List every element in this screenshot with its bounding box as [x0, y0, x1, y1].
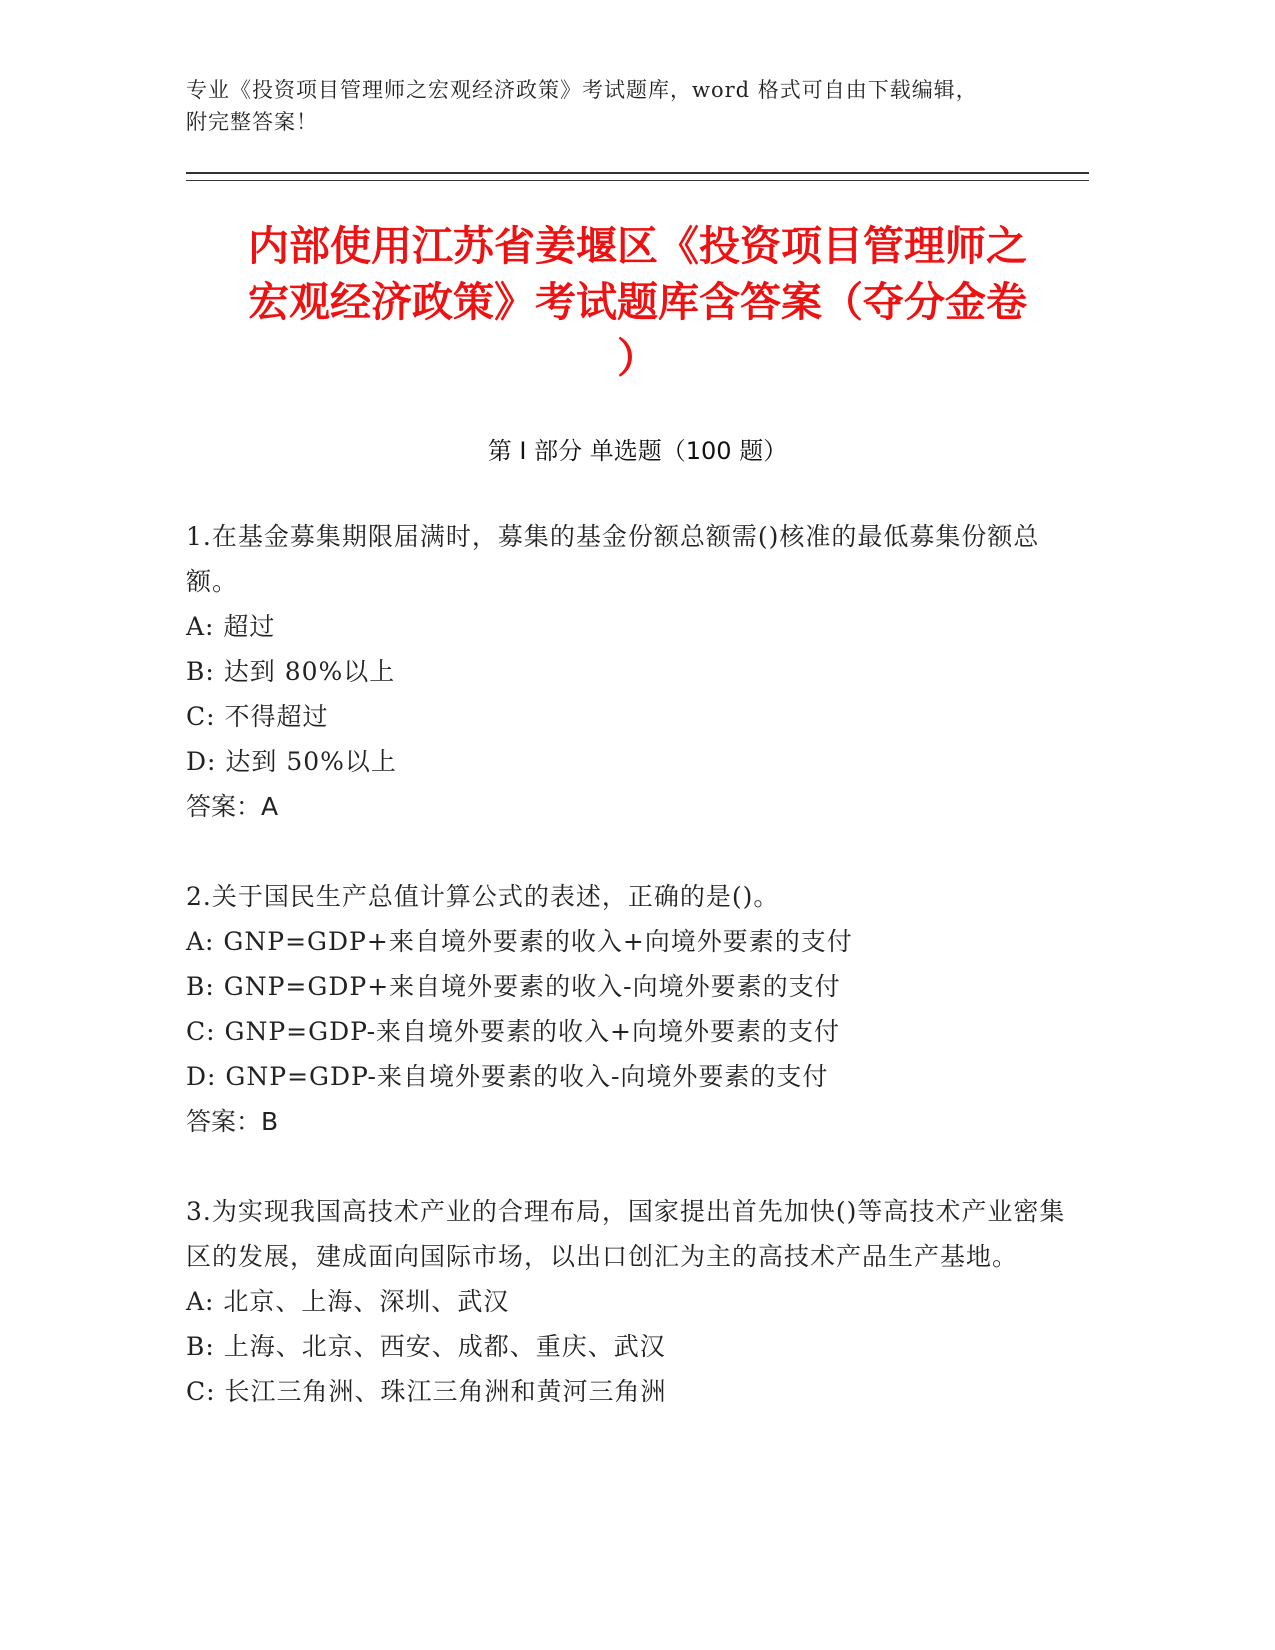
title-line-2: 宏观经济政策》考试题库含答案（夺分金卷: [248, 278, 1027, 326]
question-stem: 2.关于国民生产总值计算公式的表述，正确的是()。: [186, 882, 780, 911]
header-divider-thin: [186, 180, 1089, 181]
section-title: 第 I 部分 单选题（100 题）: [487, 437, 788, 465]
question-stem: 1.在基金募集期限届满时，募集的基金份额总额需()核准的最低募集份额总额。: [186, 522, 1040, 596]
option-d: D: 达到 50%以上: [186, 747, 397, 776]
option-b: B: GNP=GDP+来自境外要素的收入-向境外要素的支付: [186, 972, 841, 1001]
header-note: [186, 74, 1066, 138]
option-c: C: GNP=GDP-来自境外要素的收入+向境外要素的支付: [186, 1017, 840, 1046]
title-line-3: ）: [617, 334, 658, 382]
header-divider-thick: [186, 172, 1089, 174]
question-2: [186, 874, 1066, 1144]
question-list: [186, 514, 1066, 1459]
header-note-line-2: 附完整答案！: [186, 110, 318, 134]
option-b: B: 达到 80%以上: [186, 657, 396, 686]
answer: 答案：A: [186, 792, 279, 821]
header-note-line-1: 专业《投资项目管理师之宏观经济政策》考试题库，word 格式可自由下载编辑，: [186, 78, 978, 102]
option-d: D: GNP=GDP-来自境外要素的收入-向境外要素的支付: [186, 1062, 829, 1091]
question-3: [186, 1189, 1066, 1414]
option-a: A: 北京、上海、深圳、武汉: [186, 1287, 510, 1316]
title-line-1: 内部使用江苏省姜堰区《投资项目管理师之: [248, 222, 1027, 270]
option-c: C: 长江三角洲、珠江三角洲和黄河三角洲: [186, 1377, 667, 1406]
option-c: C: 不得超过: [186, 702, 329, 731]
option-a: A: 超过: [186, 612, 276, 641]
option-a: A: GNP=GDP+来自境外要素的收入+向境外要素的支付: [186, 927, 853, 956]
document-title: [186, 218, 1089, 386]
question-stem: 3.为实现我国高技术产业的合理布局，国家提出首先加快()等高技术产业密集区的发展，建成面向国际市场，以出口创汇为主的高技术产品生产基地。: [186, 1197, 1066, 1271]
option-b: B: 上海、北京、西安、成都、重庆、武汉: [186, 1332, 666, 1361]
answer: 答案：B: [186, 1107, 279, 1136]
question-1: [186, 514, 1066, 829]
